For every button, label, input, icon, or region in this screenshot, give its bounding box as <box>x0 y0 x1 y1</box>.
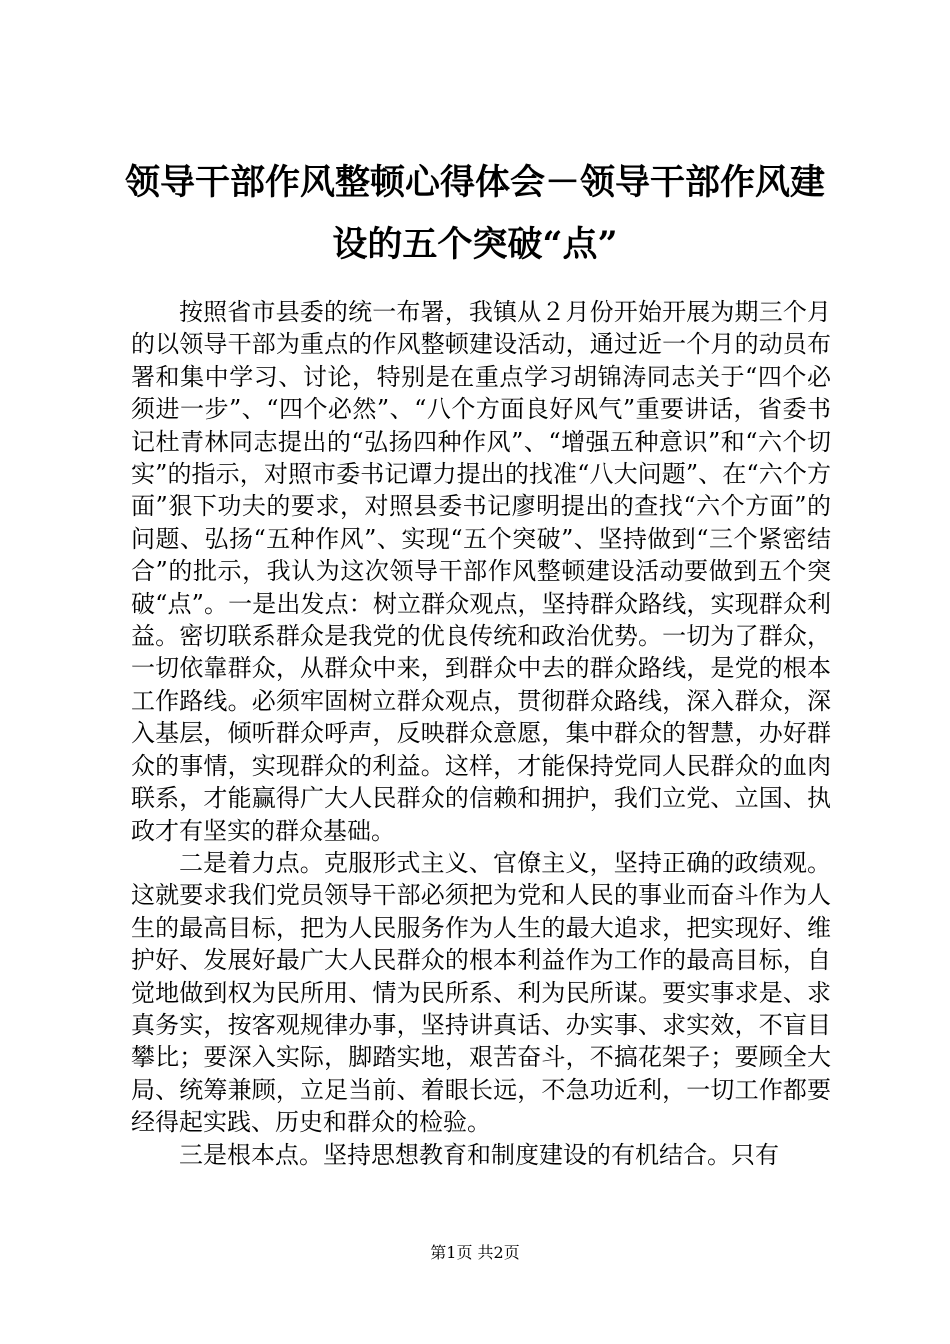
page-footer <box>0 1243 950 1263</box>
paragraph-1: 按照省市县委的统一布署，我镇从２月份开始开展为期三个月的以领导干部为重点的作风整顿建设活动，通过近一个月的动员布署和集中学习、讨论，特别是在重点学习胡锦涛同志关于“四个必须进一步”、“四个必然”、“八个方面良好风气”重要讲话，省委书记杜青林同志提出的“弘扬四种作风”、“增强五种意识”和“六个切实”的指示，对照市委书记谭力提出的找准“八大问题”、在“六个方面”狠下功夫的要求，对照县委书记廖明提出的查找“六个方面”的问题、弘扬“五种作风”、实现“五个突破”、坚持做到“三个紧密结合”的批示，我认为这次领导干部作风整顿建设活动要做到五个突破“点”。一是出发点：树立群众观点，坚持群众路线，实现群众利益。密切联系群众是我党的优良传统和政治优势。一切为了群众，一切依靠群众，从群众中来，到群众中去的群众路线，是党的根本工作路线。必须牢固树立群众观点，贯彻群众路线，深入群众，深入基层，倾听群众呼声，反映群众意愿，集中群众的智慧，办好群众的事情，实现群众的利益。这样，才能保持党同人民群众的血肉联系，才能赢得广大人民群众的信赖和拥护，我们立党、立国、执政才有坚实的群众基础。 <box>131 298 831 845</box>
document-body <box>131 296 831 1171</box>
paragraph-3: 三是根本点。坚持思想教育和制度建设的有机结合。只有 <box>179 1140 779 1169</box>
paragraph-2: 二是着力点。克服形式主义、官僚主义，坚持正确的政绩观。这就要求我们党员领导干部必须把为党和人民的事业而奋斗作为人生的最高目标，把为人民服务作为人生的最大追求，把实现好、维护好、发展好最广大人民群众的根本利益作为工作的最高目标，自觉地做到权为民所用、情为民所系、利为民所谋。要实事求是、求真务实，按客观规律办事，坚持讲真话、办实事、求实效，不盲目攀比；要深入实际，脚踏实地，艰苦奋斗，不搞花架子；要顾全大局、统筹兼顾，立足当前、着眼长远，不急功近利，一切工作都要经得起实践、历史和群众的检验。 <box>131 848 831 1137</box>
title-line-2: 设的五个突破“点” <box>332 224 618 265</box>
document-title <box>115 152 835 276</box>
page-number-label: 第1页 共2页 <box>430 1243 520 1262</box>
title-line-1: 领导干部作风整顿心得体会－领导干部作风建 <box>124 162 825 203</box>
